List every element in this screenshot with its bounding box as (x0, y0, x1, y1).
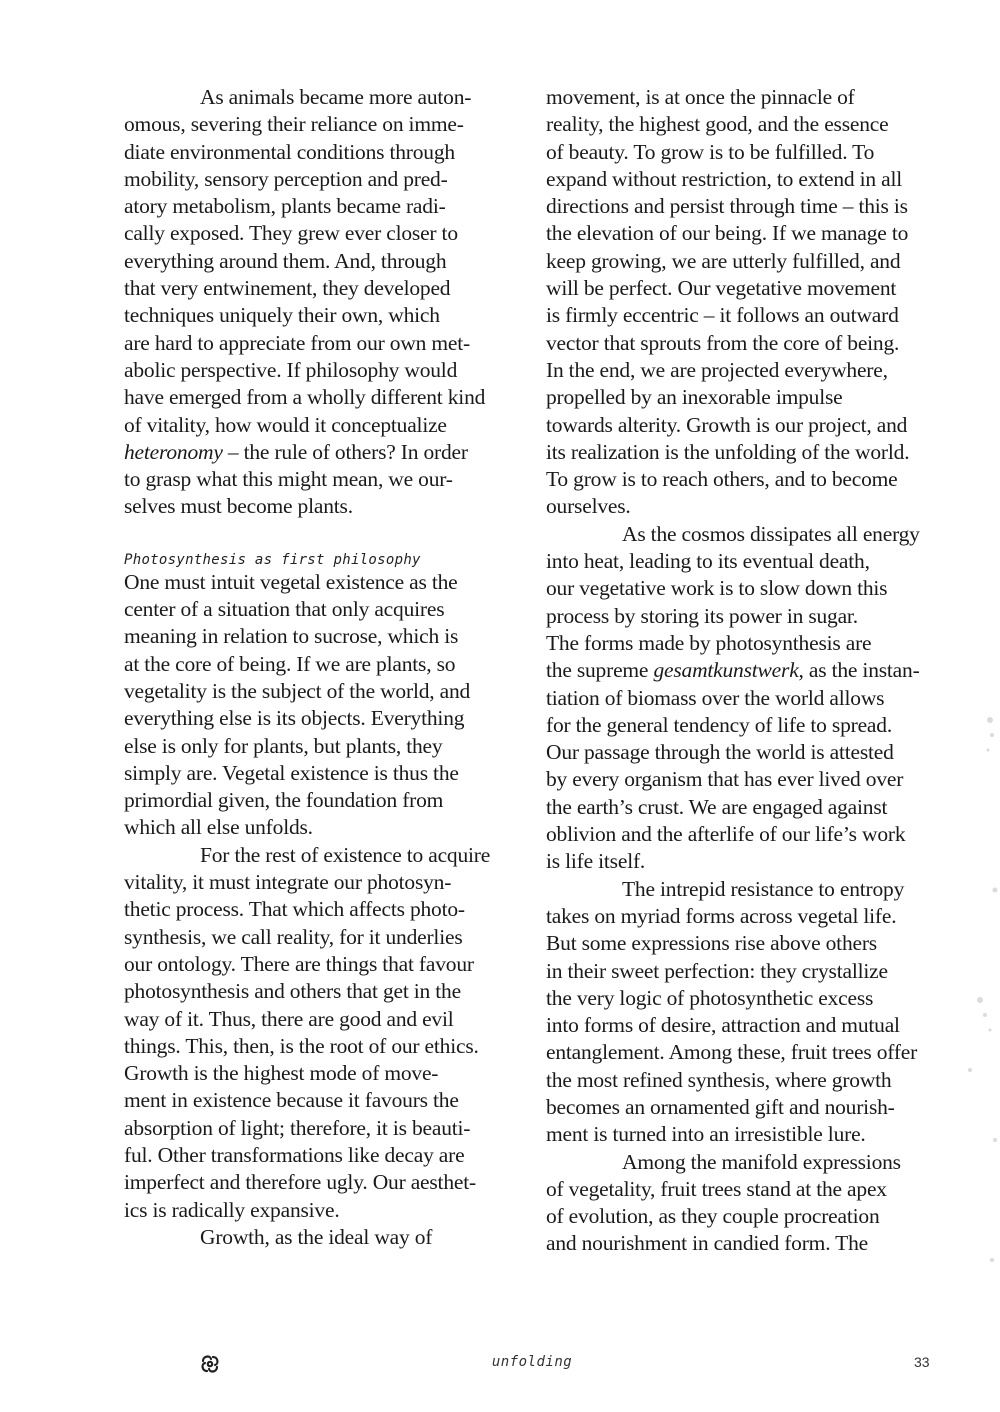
paragraph-first-philosophy (124, 569, 516, 842)
text-line: into heat, leading to its eventual death, (546, 549, 870, 574)
text-line: for the general tendency of life to spread. (546, 712, 892, 737)
text-line: Growth, as the ideal way of (200, 1224, 433, 1249)
text-line: ful. Other transformations like decay are (124, 1142, 465, 1167)
paragraph-growth-start (124, 1224, 516, 1251)
text-line: One must intuit vegetal existence as the (124, 569, 458, 594)
text-line: cally exposed. They grew ever closer to (124, 221, 458, 246)
text-line: To grow is to reach others, and to become (546, 467, 898, 492)
text-line: ics is radically expansive. (124, 1197, 340, 1222)
text-line (546, 657, 938, 684)
text-line: thetic process. That which affects photo- (124, 897, 465, 922)
text-line: are hard to appreciate from our own met- (124, 330, 470, 355)
text-line: into forms of desire, attraction and mutual (546, 1013, 900, 1038)
text-line: becomes an ornamented gift and nourish- (546, 1094, 895, 1119)
text-line: things. This, then, is the root of our ethics. (124, 1033, 479, 1058)
text-line: The forms made by photosynthesis are (546, 630, 872, 655)
text-line: Among the manifold expressions (622, 1149, 901, 1174)
page-footer (0, 1352, 1000, 1376)
text-line: tiation of biomass over the world allows (546, 685, 885, 710)
text-line: ourselves. (546, 494, 631, 519)
text-line: will be perfect. Our vegetative movement (546, 276, 897, 301)
text-line: The intrepid resistance to entropy (622, 876, 905, 901)
section-subheading: Photosynthesis as first philosophy (124, 551, 421, 568)
paragraph-cosmos (546, 521, 938, 876)
text-line: by every organism that has ever lived over (546, 767, 904, 792)
text-line: in their sweet perfection: they crystallize (546, 958, 888, 983)
italic-term: heteronomy (124, 439, 223, 464)
text-line: techniques uniquely their own, which (124, 303, 440, 328)
text-line: process by storing its power in sugar. (546, 603, 858, 628)
text-line: of beauty. To grow is to be fulfilled. To (546, 139, 875, 164)
text-line: imperfect and therefore ugly. Our aesthet- (124, 1170, 476, 1195)
text-line: entanglement. Among these, fruit trees offer (546, 1040, 918, 1065)
publication-title: unfolding (491, 1354, 573, 1370)
text-line: ment is turned into an irresistible lure. (546, 1122, 866, 1147)
text-line: photosynthesis and others that get in the (124, 979, 461, 1004)
paragraph-fruit-trees (546, 1149, 938, 1258)
italic-term: gesamtkunstwerk (653, 658, 799, 683)
text-line: primordial given, the foundation from (124, 788, 444, 813)
left-column (124, 84, 516, 1251)
text-line: For the rest of existence to acquire (200, 842, 491, 867)
text-line: atory metabolism, plants became radi- (124, 194, 446, 219)
paragraph-entropy (546, 876, 938, 1149)
text-line: meaning in relation to sucrose, which is (124, 624, 459, 649)
right-column (546, 84, 938, 1258)
text-line: have emerged from a wholly different kind (124, 385, 486, 410)
text-line: the most refined synthesis, where growth (546, 1067, 892, 1092)
text-line: selves must become plants. (124, 494, 353, 519)
text-line: As the cosmos dissipates all energy (622, 521, 920, 546)
text-line: at the core of being. If we are plants, so (124, 651, 456, 676)
text-line: takes on myriad forms across vegetal life. (546, 903, 897, 928)
text-line: reality, the highest good, and the essence (546, 112, 889, 137)
text-line (124, 439, 516, 466)
text-line: everything else is its objects. Everything (124, 706, 465, 731)
text-line: Growth is the highest mode of move- (124, 1061, 439, 1086)
text-line: mobility, sensory perception and pred- (124, 166, 448, 191)
paragraph-growth-continued (546, 84, 938, 521)
text-line: the earth’s crust. We are engaged against (546, 794, 888, 819)
text-line: way of it. Thus, there are good and evil (124, 1006, 454, 1031)
text-line: of evolution, as they couple procreation (546, 1204, 880, 1229)
text-line: to grasp what this might mean, we our- (124, 467, 453, 492)
text-line: is life itself. (546, 849, 646, 874)
text-line: everything around them. And, through (124, 248, 447, 273)
text-line: our ontology. There are things that favour (124, 951, 474, 976)
text-line: and nourishment in candied form. The (546, 1231, 868, 1256)
text-line: our vegetative work is to slow down this (546, 576, 888, 601)
text-line: expand without restriction, to extend in all (546, 166, 903, 191)
text-line: vector that sprouts from the core of being. (546, 330, 900, 355)
text-line: omous, severing their reliance on imme- (124, 112, 464, 137)
text-line: that very entwinement, they developed (124, 276, 451, 301)
text-line: center of a situation that only acquires (124, 597, 445, 622)
text-line: But some expressions rise above others (546, 931, 877, 956)
text-line: its realization is the unfolding of the world. (546, 439, 910, 464)
text-line: of vegetality, fruit trees stand at the apex (546, 1176, 887, 1201)
text-fragment: – the rule of others? In order (222, 439, 468, 464)
text-line: which all else unfolds. (124, 815, 313, 840)
text-line: absorption of light; therefore, it is beauti- (124, 1115, 471, 1140)
page-number: 33 (914, 1354, 930, 1370)
text-line: propelled by an inexorable impulse (546, 385, 843, 410)
text-line: vitality, it must integrate our photosyn- (124, 870, 452, 895)
text-line: vegetality is the subject of the world, and (124, 678, 471, 703)
text-line: keep growing, we are utterly fulfilled, and (546, 248, 901, 273)
text-line: else is only for plants, but plants, they (124, 733, 443, 758)
paragraph-ethics (124, 842, 516, 1224)
page-smudge-decoration (940, 640, 1000, 1340)
text-fragment: the supreme (546, 658, 654, 683)
text-line: is firmly eccentric – it follows an outward (546, 303, 899, 328)
paragraph-intro (124, 84, 516, 521)
text-line: As animals became more auton- (200, 85, 472, 109)
text-line: synthesis, we call reality, for it underlies (124, 924, 463, 949)
text-line: movement, is at once the pinnacle of (546, 85, 855, 109)
text-line: oblivion and the afterlife of our life’s work (546, 822, 906, 847)
text-line: In the end, we are projected everywhere, (546, 357, 888, 382)
text-fragment: , as the instan- (798, 658, 920, 683)
text-line: of vitality, how would it conceptualize (124, 412, 447, 437)
text-line: Our passage through the world is attested (546, 740, 894, 765)
text-line: towards alterity. Growth is our project, and (546, 412, 908, 437)
text-line: diate environmental conditions through (124, 139, 455, 164)
text-line: the very logic of photosynthetic excess (546, 985, 874, 1010)
text-line: simply are. Vegetal existence is thus the (124, 760, 459, 785)
text-line: ment in existence because it favours the (124, 1088, 459, 1113)
text-line: the elevation of our being. If we manage to (546, 221, 909, 246)
text-line: abolic perspective. If philosophy would (124, 357, 458, 382)
text-line: directions and persist through time – this is (546, 194, 908, 219)
